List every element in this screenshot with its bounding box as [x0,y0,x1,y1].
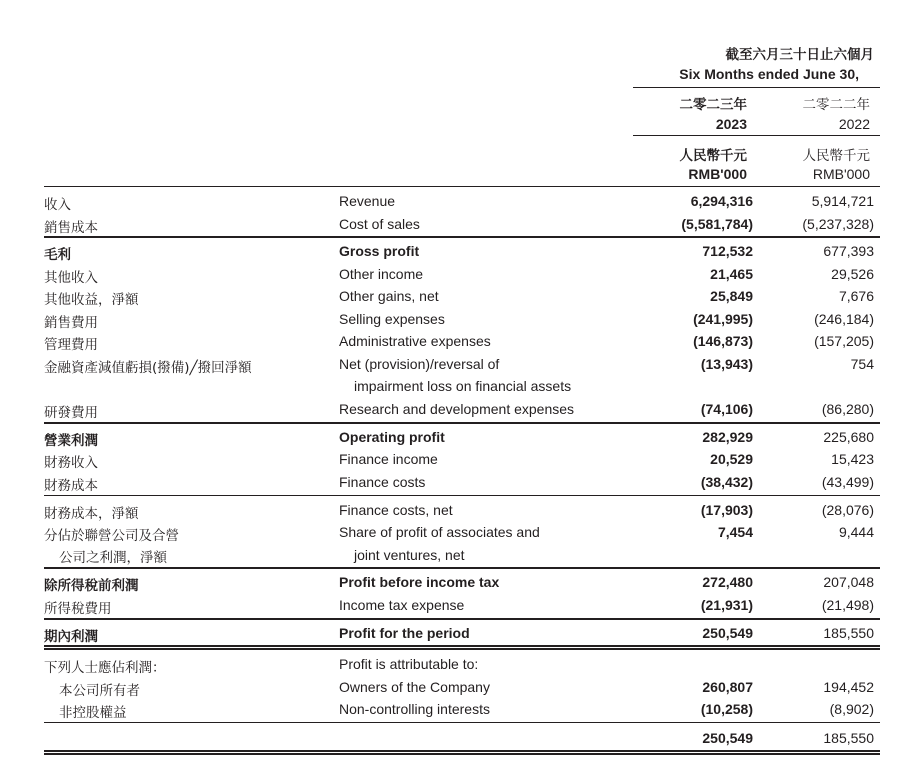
row-label-en: Administrative expenses [339,333,491,349]
row-label-en: Other income [339,266,424,282]
value-2023: (38,432) [700,474,753,490]
row-label-zh: 本公司所有者 [59,683,140,699]
value-2022: 29,526 [831,266,874,282]
rule-total-bottom [44,750,880,752]
row-label-zh: 下列人士應佔利潤： [44,660,166,676]
value-2023: (146,873) [693,333,753,349]
rule-total-top [44,722,880,723]
value-2023: (21,931) [700,597,753,613]
year-divider [633,135,880,136]
row-label-zh: 收入 [44,197,71,213]
row-label-zh: 除所得稅前利潤 [44,578,139,594]
row-label-zh: 管理費用 [44,337,98,353]
row-label-zh: 非控股權益 [59,705,127,721]
table-top-rule [44,186,880,187]
value-2023: 6,294,316 [690,193,753,209]
value-2022: (8,902) [829,701,874,717]
value-2023: 7,454 [717,524,753,540]
value-2023: 250,549 [702,625,753,641]
row-label-en: Finance costs, net [339,502,453,518]
value-2022: 5,914,721 [811,193,874,209]
value-2023: 712,532 [702,243,753,259]
row-label-en: Finance costs [339,474,426,490]
value-2022: (5,237,328) [802,216,874,232]
row-label-zh: 期內利潤 [44,629,98,645]
row-label-en: Non-controlling interests [339,701,490,717]
col-2023-en: 2023 [715,116,747,132]
row-label-zh: 研發費用 [44,405,98,421]
row-label-zh: 其他收入 [44,270,98,286]
period-header-en: Six Months ended June 30, [679,66,859,82]
rule-total-double [44,753,880,755]
row-label-zh: 金融資產減值虧損(撥備)╱撥回淨額 [44,360,252,376]
total-2023: 250,549 [702,730,753,746]
value-2022: (43,499) [821,474,874,490]
row-label-zh: 其他收益，淨額 [44,292,139,308]
value-2022: (246,184) [814,311,874,327]
unit-2023-en: RMB'000 [688,166,747,182]
value-2023: (13,943) [700,356,753,372]
value-2022: 9,444 [838,524,874,540]
row-label-en-continued: impairment loss on financial assets [354,378,572,394]
row-label-en: Other gains, net [339,288,439,304]
row-label-en: Owners of the Company [339,679,490,695]
value-2022: 677,393 [823,243,874,259]
row-label-en: Selling expenses [339,311,445,327]
rule-operating-profit [44,422,880,424]
row-label-en: Cost of sales [339,216,420,232]
value-2022: (157,205) [814,333,874,349]
rule-profit-period [44,618,880,620]
unit-2023-zh: 人民幣千元 [679,148,747,163]
row-label-en: Profit for the period [339,625,470,641]
rule-pbt [44,567,880,569]
value-2023: 272,480 [702,574,753,590]
row-label-en: Profit is attributable to: [339,656,479,672]
row-label-zh: 銷售成本 [44,220,98,236]
value-2022: (28,076) [821,502,874,518]
row-label-zh: 財務收入 [44,455,98,471]
col-2022-en: 2022 [838,116,870,132]
value-2023: 20,529 [710,451,753,467]
row-label-en: Share of profit of associates and [339,524,540,540]
value-2023: (10,258) [700,701,753,717]
value-2022: (21,498) [821,597,874,613]
value-2022: 185,550 [823,625,874,641]
row-label-en: Operating profit [339,429,445,445]
value-2023: 21,465 [710,266,753,282]
row-label-en-continued: joint ventures, net [354,547,465,563]
value-2023: 25,849 [710,288,753,304]
value-2023: (74,106) [700,401,753,417]
value-2022: 7,676 [838,288,874,304]
col-2023-zh: 二零二三年 [679,97,747,112]
row-label-en: Gross profit [339,243,420,259]
rule-finance-net [44,495,880,496]
row-label-en: Revenue [339,193,396,209]
rule-attributable-top [44,645,880,647]
header-divider [633,87,880,88]
row-label-zh: 分佔於聯營公司及合營 [44,528,179,544]
row-label-zh: 營業利潤 [44,433,98,449]
value-2023: (5,581,784) [681,216,753,232]
value-2022: 207,048 [823,574,874,590]
row-label-zh: 毛利 [44,247,71,263]
value-2023: (17,903) [700,502,753,518]
value-2022: 15,423 [831,451,874,467]
value-2022: 194,452 [823,679,874,695]
unit-2022-en: RMB'000 [812,166,870,182]
row-label-zh: 銷售費用 [44,315,98,331]
total-2022: 185,550 [823,730,874,746]
period-header-zh: 截至六月三十日止六個月 [725,47,874,62]
row-label-en: Finance income [339,451,438,467]
row-label-zh: 財務成本 [44,478,98,494]
unit-2022-zh: 人民幣千元 [802,148,870,163]
row-label-zh-continued: 公司之利潤，淨額 [59,550,167,566]
row-label-en: Profit before income tax [339,574,500,590]
col-2022-zh: 二零二二年 [802,97,870,112]
value-2022: 225,680 [823,429,874,445]
value-2022: 754 [850,356,874,372]
row-label-en: Net (provision)/reversal of [339,356,500,372]
row-label-zh: 所得稅費用 [44,601,112,617]
row-label-zh: 財務成本，淨額 [44,506,139,522]
value-2023: (241,995) [693,311,753,327]
row-label-en: Research and development expenses [339,401,575,417]
value-2023: 282,929 [702,429,753,445]
rule-attributable-double [44,648,880,650]
row-label-en: Income tax expense [339,597,465,613]
value-2023: 260,807 [702,679,753,695]
value-2022: (86,280) [821,401,874,417]
rule-gross-profit [44,236,880,238]
